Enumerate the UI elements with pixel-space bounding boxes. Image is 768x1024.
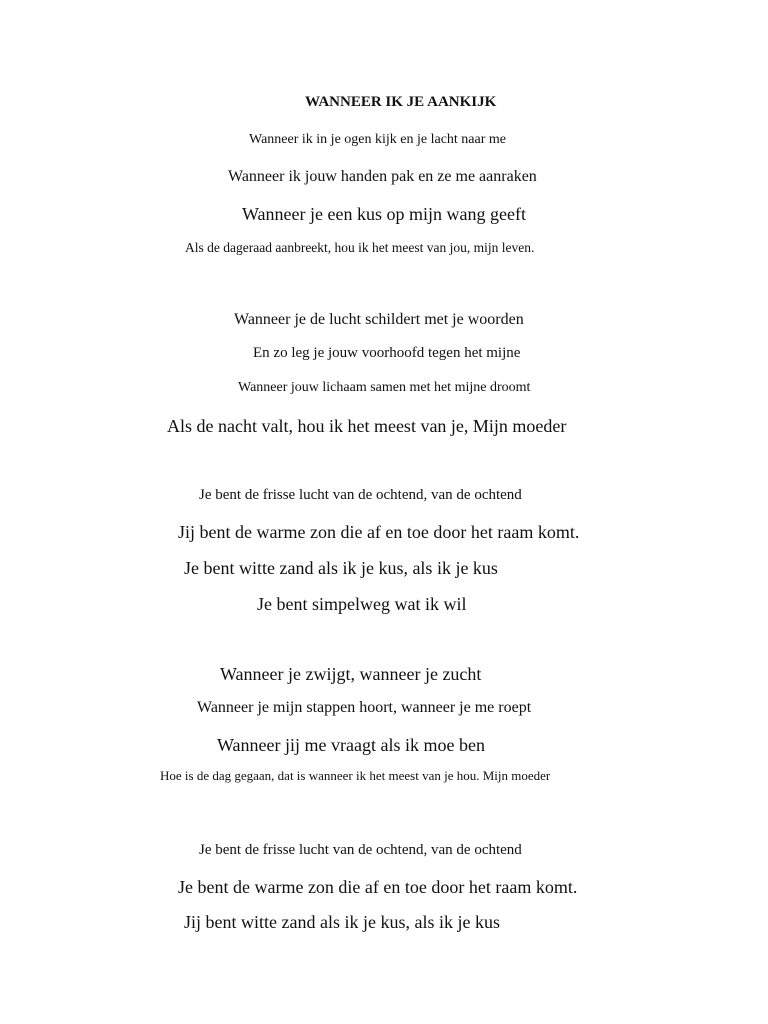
poem-line: Je bent witte zand als ik je kus, als ik je kus [184, 558, 498, 578]
poem-line: Als de nacht valt, hou ik het meest van je, Mijn moeder [167, 416, 567, 436]
poem-line: Je bent simpelweg wat ik wil [257, 594, 467, 614]
poem-line: Wanneer je de lucht schildert met je woorden [234, 311, 524, 328]
poem-line: En zo leg je jouw voorhoofd tegen het mijne [253, 345, 521, 361]
poem-line: Als de dageraad aanbreekt, hou ik het meest van jou, mijn leven. [185, 240, 535, 255]
poem-title: WANNEER IK JE AANKIJK [305, 94, 497, 110]
poem-line: Je bent de frisse lucht van de ochtend, van de ochtend [199, 487, 522, 503]
poem-line: Wanneer je een kus op mijn wang geeft [242, 204, 526, 224]
poem-line: Jij bent de warme zon die af en toe door het raam komt. [178, 522, 580, 542]
poem-line: Je bent de frisse lucht van de ochtend, van de ochtend [199, 842, 522, 858]
poem-line: Wanneer ik jouw handen pak en ze me aanraken [228, 168, 537, 185]
poem-line: Wanneer jouw lichaam samen met het mijne droomt [238, 380, 531, 395]
poem-line: Wanneer jij me vraagt als ik moe ben [217, 735, 485, 755]
poem-line: Jij bent witte zand als ik je kus, als ik je kus [184, 912, 500, 932]
poem-line: Wanneer je zwijgt, wanneer je zucht [220, 664, 482, 684]
poem-line: Wanneer ik in je ogen kijk en je lacht naar me [249, 132, 506, 147]
poem-line: Hoe is de dag gegaan, dat is wanneer ik het meest van je hou. Mijn moeder [160, 768, 551, 783]
poem-line: Je bent de warme zon die af en toe door het raam komt. [178, 877, 578, 897]
poem-line: Wanneer je mijn stappen hoort, wanneer je me roept [197, 699, 532, 716]
